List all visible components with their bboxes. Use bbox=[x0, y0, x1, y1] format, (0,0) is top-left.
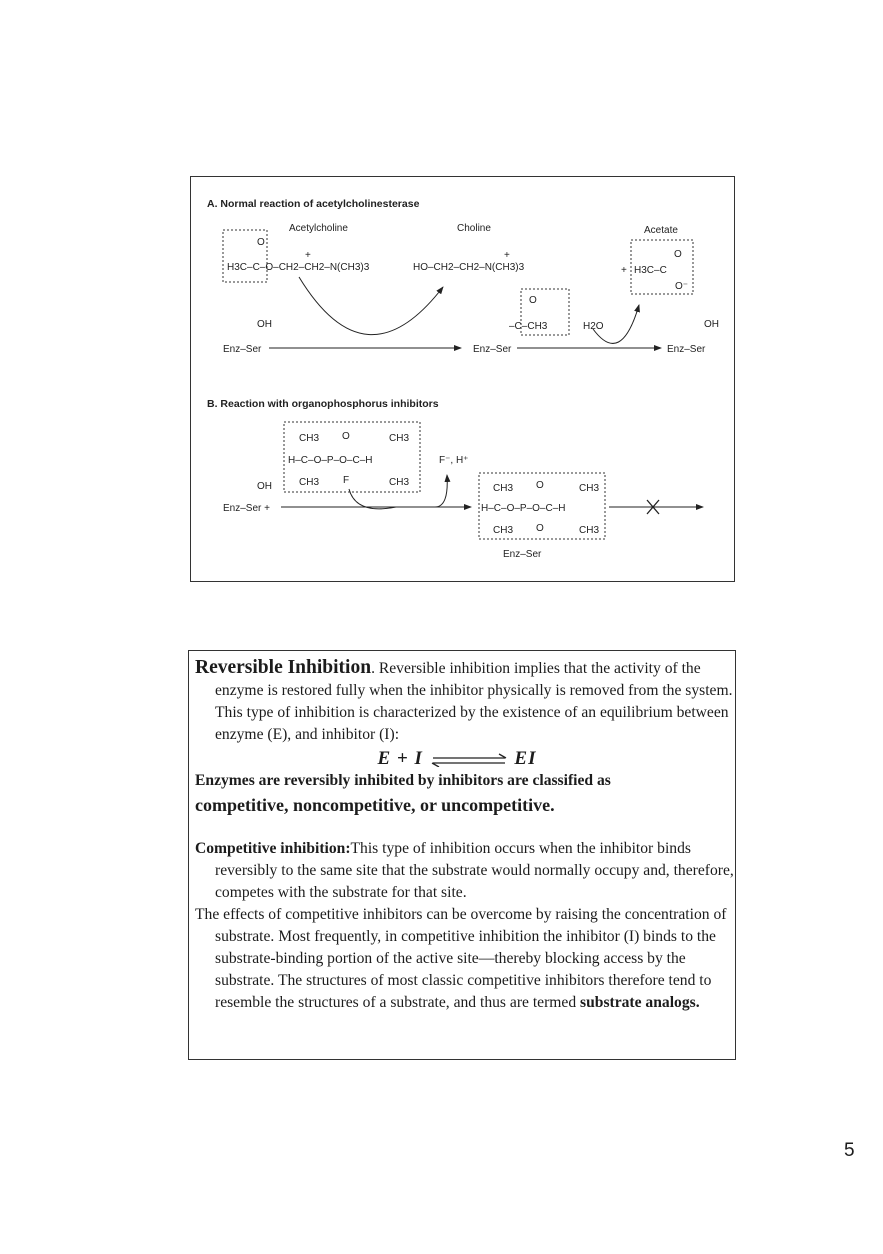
product-ch3-2: CH3 bbox=[579, 483, 600, 494]
enzyme-reaction-figure bbox=[190, 176, 735, 582]
classification-statement: Enzymes are reversibly inhibited by inhibitors are classified as bbox=[195, 772, 611, 789]
equation-right: EI bbox=[514, 748, 537, 769]
acetate-formula: H3C–C bbox=[634, 265, 667, 276]
label-choline: Choline bbox=[457, 223, 491, 234]
leaving-group: F⁻, H⁺ bbox=[439, 455, 469, 466]
acyl-formula: –C–CH3 bbox=[509, 321, 548, 332]
acetate-plus: + bbox=[621, 265, 627, 276]
reversible-inhibition-textbox bbox=[188, 650, 736, 1060]
equation-left: E + I bbox=[377, 748, 423, 769]
reversible-inhibition-body: . Reversible inhibition implies that the activity of the enzyme is restored fully when the inhibitor physically is removed from the system. This type of inhibition is characterized by the existence of an equilibrium between enzyme (E), and inhibitor (I): bbox=[215, 660, 733, 743]
inhibition-types: competitive, noncompetitive, or uncompetitive. bbox=[195, 795, 555, 815]
reversible-inhibition-heading: Reversible Inhibition bbox=[195, 657, 372, 678]
paragraph-reversible-inhibition bbox=[189, 651, 735, 746]
acetate-anion: O⁻ bbox=[675, 281, 689, 292]
equilibrium-equation bbox=[188, 748, 735, 770]
paragraph-classification bbox=[189, 770, 735, 818]
competitive-inhibition-body: This type of inhibition occurs when the inhibitor binds reversibly to the same site that the substrate would normally occupy and, therefore, competes with the substrate for that site. bbox=[215, 840, 734, 901]
water-label: H2O bbox=[583, 321, 604, 332]
product-ch3-3: CH3 bbox=[493, 525, 514, 536]
choline-formula: HO–CH2–CH2–N(CH3)3 bbox=[413, 262, 525, 273]
acetate-oxygen: O bbox=[674, 249, 682, 260]
serine-oh-1: OH bbox=[257, 319, 272, 330]
paragraph-substrate-analogs bbox=[189, 904, 735, 1014]
inhibitor-oxygen: O bbox=[342, 431, 350, 442]
page-number: 5 bbox=[844, 1140, 855, 1161]
product-ester-oxygen: O bbox=[536, 523, 544, 534]
inhibitor-ch3-4: CH3 bbox=[389, 477, 410, 488]
acetylcholine-oxygen: O bbox=[257, 237, 265, 248]
section-b-title: B. Reaction with organophosphorus inhibitors bbox=[207, 398, 439, 410]
inhibitor-fluorine: F bbox=[343, 475, 350, 486]
choline-charge: + bbox=[504, 250, 510, 261]
serine-oh-2: OH bbox=[704, 319, 719, 330]
inhibitor-ch3-3: CH3 bbox=[299, 477, 320, 488]
inhibitor-ch3-2: CH3 bbox=[389, 433, 410, 444]
enz-ser-2: Enz–Ser bbox=[473, 344, 512, 355]
acetylcholine-formula: H3C–C–O–CH2–CH2–N(CH3)3 bbox=[227, 262, 370, 273]
product-ch3-1: CH3 bbox=[493, 483, 514, 494]
enz-ser-4: Enz–Ser bbox=[503, 549, 542, 560]
enz-ser-plus: Enz–Ser + bbox=[223, 503, 270, 514]
equilibrium-arrows-icon bbox=[429, 753, 509, 767]
choline-release-arrow bbox=[299, 277, 443, 335]
competitive-inhibition-heading: Competitive inhibition: bbox=[195, 840, 351, 857]
paragraph-competitive-inhibition bbox=[189, 838, 735, 904]
reaction-diagram bbox=[191, 177, 735, 582]
label-acetylcholine: Acetylcholine bbox=[289, 223, 348, 234]
enz-ser-1: Enz–Ser bbox=[223, 344, 262, 355]
inhibitor-chain: H–C–O–P–O–C–H bbox=[288, 455, 373, 466]
label-acetate: Acetate bbox=[644, 225, 678, 236]
acetylcholine-charge: + bbox=[305, 250, 311, 261]
product-ch3-4: CH3 bbox=[579, 525, 600, 536]
enz-ser-3: Enz–Ser bbox=[667, 344, 706, 355]
substrate-analogs-body: The effects of competitive inhibitors can be overcome by raising the concentration of substrate. Most frequently, in competitive inhibition the inhibitor (I) binds to the substrate-binding portion of the active site—thereby blocking access by the substrate. The structures of most classic competitive inhibitors therefore tend to resemble the structures of a substrate, and thus are termed bbox=[195, 906, 727, 1011]
product-oxygen: O bbox=[536, 480, 544, 491]
serine-oh-3: OH bbox=[257, 481, 272, 492]
inhibitor-ch3-1: CH3 bbox=[299, 433, 320, 444]
product-chain: H–C–O–P–O–C–H bbox=[481, 503, 566, 514]
acyl-oxygen: O bbox=[529, 295, 537, 306]
section-a-title: A. Normal reaction of acetylcholinesterase bbox=[207, 198, 420, 210]
substrate-analogs-term: substrate analogs. bbox=[580, 994, 700, 1011]
